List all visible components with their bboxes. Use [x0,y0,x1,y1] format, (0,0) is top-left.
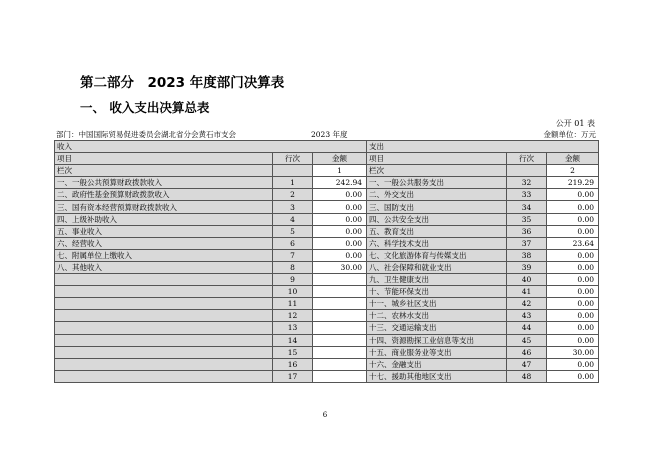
table-row [55,249,599,261]
section-title: 一、 收入支出决算总表 [80,100,210,115]
income-item [55,298,273,310]
expense-amount: 0.00 [547,249,599,261]
expense-amount: 23.64 [547,237,599,249]
lanci-label: 栏次 [55,165,273,177]
expense-amount: 0.00 [547,189,599,201]
expense-item: 八、社会保障和就业支出 [367,261,507,273]
income-amount: 30.00 [313,261,367,273]
lanci-label-2: 栏次 [367,165,507,177]
income-amount: 0.00 [313,213,367,225]
expense-amount: 30.00 [547,346,599,358]
expense-line-number: 38 [507,249,547,261]
lanci-row [55,165,599,177]
table-body [55,141,599,383]
expense-amount: 0.00 [547,286,599,298]
table-row [55,322,599,334]
income-line-number: 14 [273,334,313,346]
income-amount: 0.00 [313,249,367,261]
expense-line-number: 48 [507,370,547,382]
lanci-income-number: 1 [313,165,367,177]
income-line-number: 6 [273,237,313,249]
page-title: 第二部分 2023 年度部门决算表 [80,75,285,91]
expense-item: 七、文化旅游体育与传媒支出 [367,249,507,261]
expense-amount: 0.00 [547,261,599,273]
income-item: 四、上级补助收入 [55,213,273,225]
expense-item: 十一、城乡社区支出 [367,298,507,310]
form-number: 公开 01 表 [555,119,595,128]
income-line-number: 7 [273,249,313,261]
income-line-number: 12 [273,310,313,322]
expense-line-number: 47 [507,358,547,370]
expense-amount: 0.00 [547,201,599,213]
table-row [55,298,599,310]
expense-line-number: 45 [507,334,547,346]
expense-amount: 0.00 [547,310,599,322]
lanci-empty [273,165,313,177]
income-amount: 242.94 [313,177,367,189]
income-item: 二、政府性基金预算财政拨款收入 [55,189,273,201]
income-amount [313,274,367,286]
table-row [55,177,599,189]
income-amount [313,286,367,298]
income-item [55,358,273,370]
table-row [55,213,599,225]
expense-amount: 0.00 [547,370,599,382]
col-header-item: 项目 [55,153,273,165]
income-item [55,310,273,322]
lanci-empty-2 [507,165,547,177]
expense-line-number: 32 [507,177,547,189]
col-header-item-2: 项目 [367,153,507,165]
expense-line-number: 37 [507,237,547,249]
income-item [55,286,273,298]
income-amount: 0.00 [313,237,367,249]
income-amount: 0.00 [313,225,367,237]
expense-line-number: 35 [507,213,547,225]
income-amount [313,298,367,310]
col-header-line-2: 行次 [507,153,547,165]
page-number: 6 [322,411,328,419]
col-header-amount: 金额 [313,153,367,165]
department-label: 部门：中国国际贸易促进委员会湖北省分会黄石市支会 [56,130,236,139]
unit-label: 金额单位：万元 [543,130,596,139]
expense-amount: 219.29 [547,177,599,189]
income-line-number: 16 [273,358,313,370]
income-line-number: 10 [273,286,313,298]
table-row [55,261,599,273]
expense-amount: 0.00 [547,298,599,310]
table-row [55,225,599,237]
income-line-number: 15 [273,346,313,358]
income-item [55,322,273,334]
expense-line-number: 42 [507,298,547,310]
income-item [55,346,273,358]
expense-line-number: 46 [507,346,547,358]
expense-item: 三、国防支出 [367,201,507,213]
income-line-number: 17 [273,370,313,382]
table-row [55,310,599,322]
income-amount: 0.00 [313,201,367,213]
income-header: 收入 [55,141,367,153]
income-item: 三、国有资本经营预算财政拨款收入 [55,201,273,213]
table-row [55,189,599,201]
income-line-number: 4 [273,213,313,225]
income-item [55,274,273,286]
income-item: 五、事业收入 [55,225,273,237]
col-header-line: 行次 [273,153,313,165]
expense-amount: 0.00 [547,322,599,334]
expense-amount: 0.00 [547,213,599,225]
lanci-expense-number: 2 [547,165,599,177]
expense-item: 四、公共安全支出 [367,213,507,225]
income-line-number: 9 [273,274,313,286]
expense-item: 十五、商业服务业等支出 [367,346,507,358]
table-row [55,346,599,358]
expense-line-number: 43 [507,310,547,322]
income-item [55,334,273,346]
income-line-number: 13 [273,322,313,334]
expense-line-number: 39 [507,261,547,273]
expense-item: 九、卫生健康支出 [367,274,507,286]
col-header-amount-2: 金额 [547,153,599,165]
expense-item: 十四、资源勘探工业信息等支出 [367,334,507,346]
table-row [55,334,599,346]
income-item: 七、附属单位上缴收入 [55,249,273,261]
expense-amount: 0.00 [547,225,599,237]
income-item: 一、一般公共预算财政拨款收入 [55,177,273,189]
expense-amount: 0.00 [547,274,599,286]
expense-line-number: 41 [507,286,547,298]
income-line-number: 2 [273,189,313,201]
income-item [55,370,273,382]
expense-item: 十二、农林水支出 [367,310,507,322]
table-meta [56,129,596,140]
income-line-number: 5 [273,225,313,237]
expense-line-number: 40 [507,274,547,286]
income-amount [313,334,367,346]
expense-item: 一、一般公共服务支出 [367,177,507,189]
expense-header: 支出 [367,141,599,153]
expense-line-number: 34 [507,201,547,213]
income-item: 八、其他收入 [55,261,273,273]
table-row [55,370,599,382]
expense-item: 六、科学技术支出 [367,237,507,249]
expense-item: 十、节能环保支出 [367,286,507,298]
expense-line-number: 44 [507,322,547,334]
header-row-section [55,141,599,153]
income-amount [313,322,367,334]
table-row [55,286,599,298]
expense-item: 五、教育支出 [367,225,507,237]
expense-item: 十六、金融支出 [367,358,507,370]
header-row-columns [55,153,599,165]
income-amount: 0.00 [313,189,367,201]
income-amount [313,346,367,358]
income-amount [313,310,367,322]
year-label: 2023 年度 [311,130,348,139]
expense-item: 十三、交通运输支出 [367,322,507,334]
expense-amount: 0.00 [547,334,599,346]
income-line-number: 3 [273,201,313,213]
expense-amount: 0.00 [547,358,599,370]
table-row [55,358,599,370]
income-line-number: 1 [273,177,313,189]
expense-line-number: 36 [507,225,547,237]
income-amount [313,370,367,382]
table-row [55,274,599,286]
expense-line-number: 33 [507,189,547,201]
table-row [55,201,599,213]
expense-item: 十七、援助其他地区支出 [367,370,507,382]
income-item: 六、经营收入 [55,237,273,249]
expense-item: 二、外交支出 [367,189,507,201]
income-expense-table [54,140,599,383]
income-line-number: 11 [273,298,313,310]
income-line-number: 8 [273,261,313,273]
income-amount [313,358,367,370]
table-row [55,237,599,249]
